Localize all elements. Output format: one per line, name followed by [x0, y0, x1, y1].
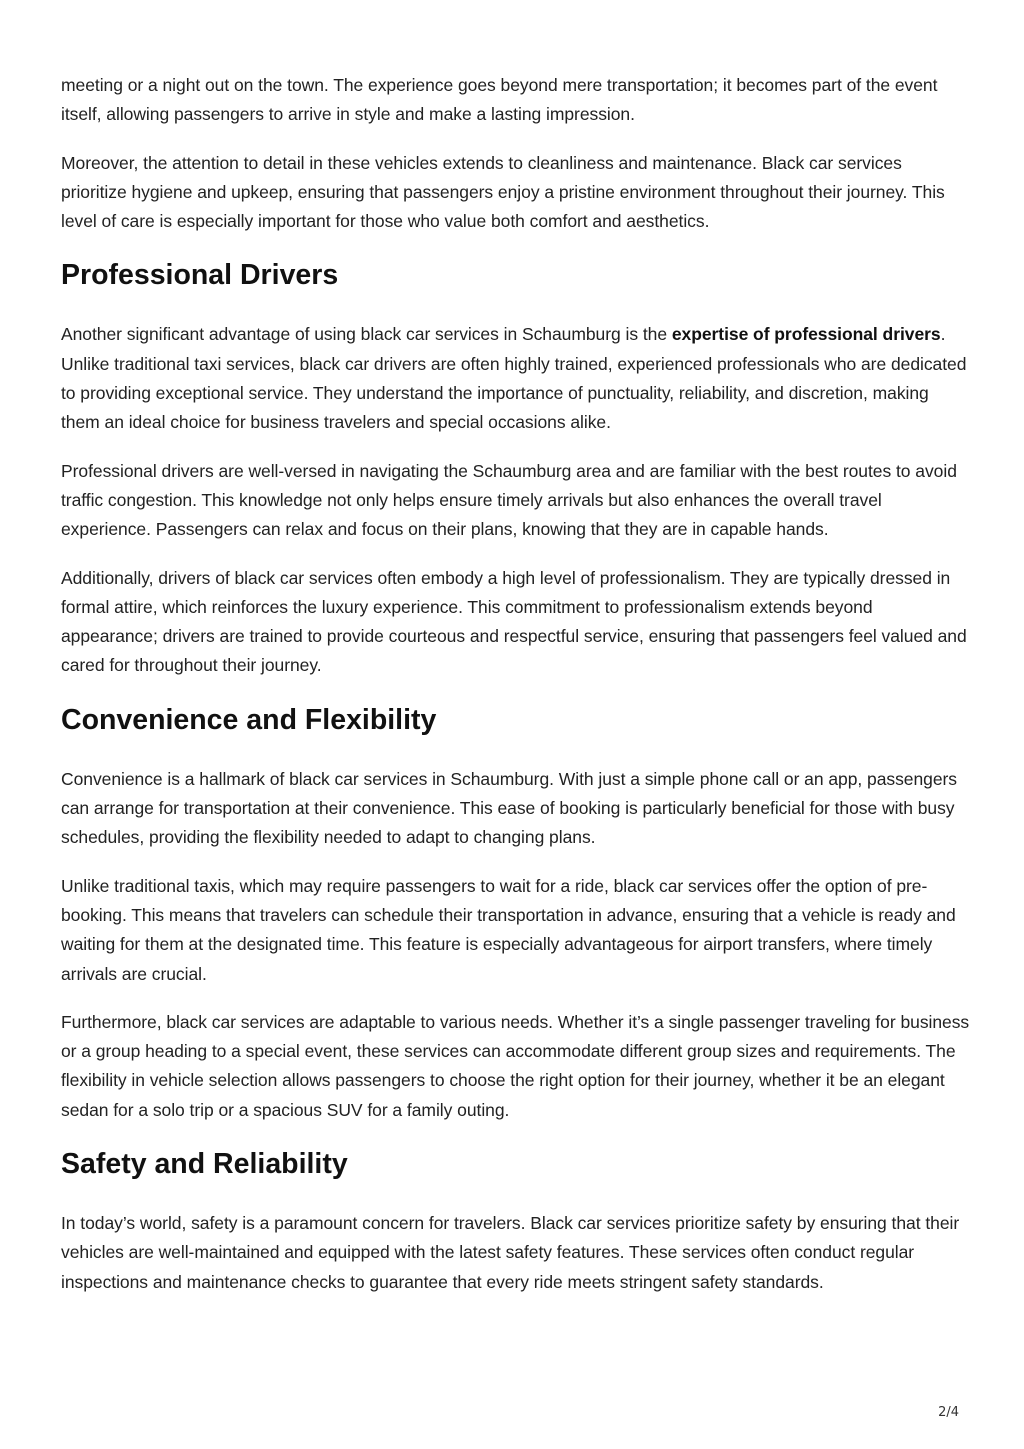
convenience-paragraph-3: Furthermore, black car services are adaptable to various needs. Whether it’s a single passenger traveling for business or a group heading to a special event, these services can accommodate different group sizes and requirements. The flexibility in vehicle selection allows passengers to choose the right option for their journey, whether it be an elegant sedan for a solo trip or a spacious SUV for a family outing.: [61, 1011, 970, 1120]
professional-paragraph-1-end: . Unlike traditional taxi services, black car drivers are often highly trained, experienced professionals who are dedicated to providing exceptional service. They understand the importance of punctuality, reliability, and discretion, making them an ideal choice for business travelers and special occasions alike.: [61, 324, 967, 433]
intro-paragraph-1: meeting or a night out on the town. The experience goes beyond mere transportation; it becomes part of the event itself, allowing passengers to arrive in style and make a lasting impression.: [61, 75, 938, 125]
intro-paragraph-2: Moreover, the attention to detail in these vehicles extends to cleanliness and maintenance. Black car services prioritize hygiene and upkeep, ensuring that passengers enjoy a pristine environment throughout their journey. This level of care is especially important for those who value both comfort and aesthetics.: [61, 152, 945, 232]
section-heading-convenience: Convenience and Flexibility: [61, 703, 437, 736]
page-number: 2/4: [938, 1405, 959, 1420]
professional-paragraph-3: Additionally, drivers of black car services often embody a high level of professionalism. They are typically dressed in formal attire, which reinforces the luxury experience. This commitment to professionalism extends beyond appearance; drivers are trained to provide courteous and respectful service, ensuring that passengers feel valued and cared for throughout their journey.: [61, 567, 967, 676]
document-page: [61, 71, 971, 1316]
professional-paragraph-1-bold: expertise of professional drivers: [671, 324, 941, 345]
section-heading-safety: Safety and Reliability: [61, 1148, 348, 1181]
professional-paragraph-1-start: Another significant advantage of using black car services in Schaumburg is the: [61, 324, 672, 345]
safety-paragraph-1: In today’s world, safety is a paramount concern for travelers. Black car services prioritize safety by ensuring that their vehicles are well-maintained and equipped with the latest safety features. These services often conduct regular inspections and maintenance checks to guarantee that every ride meets stringent safety standards.: [61, 1213, 960, 1292]
professional-paragraph-2: Professional drivers are well-versed in navigating the Schaumburg area and are familiar with the best routes to avoid traffic congestion. This knowledge not only helps ensure timely arrivals but also enhances the overall travel experience. Passengers can relax and focus on their plans, knowing that they are in capable hands.: [61, 460, 957, 540]
section-heading-professional-drivers: Professional Drivers: [61, 259, 339, 292]
convenience-paragraph-2: Unlike traditional taxis, which may require passengers to wait for a ride, black car services offer the option of pre-booking. This means that travelers can schedule their transportation in advance, ensuring that a vehicle is ready and waiting for them at the designated time. This feature is especially advantageous for airport transfers, where timely arrivals are crucial.: [61, 875, 956, 984]
professional-paragraph-1: [61, 320, 971, 437]
convenience-paragraph-1: Convenience is a hallmark of black car services in Schaumburg. With just a simple phone call or an app, passengers can arrange for transportation at their convenience. This ease of booking is particularly beneficial for those with busy schedules, providing the flexibility needed to adapt to changing plans.: [61, 768, 957, 848]
